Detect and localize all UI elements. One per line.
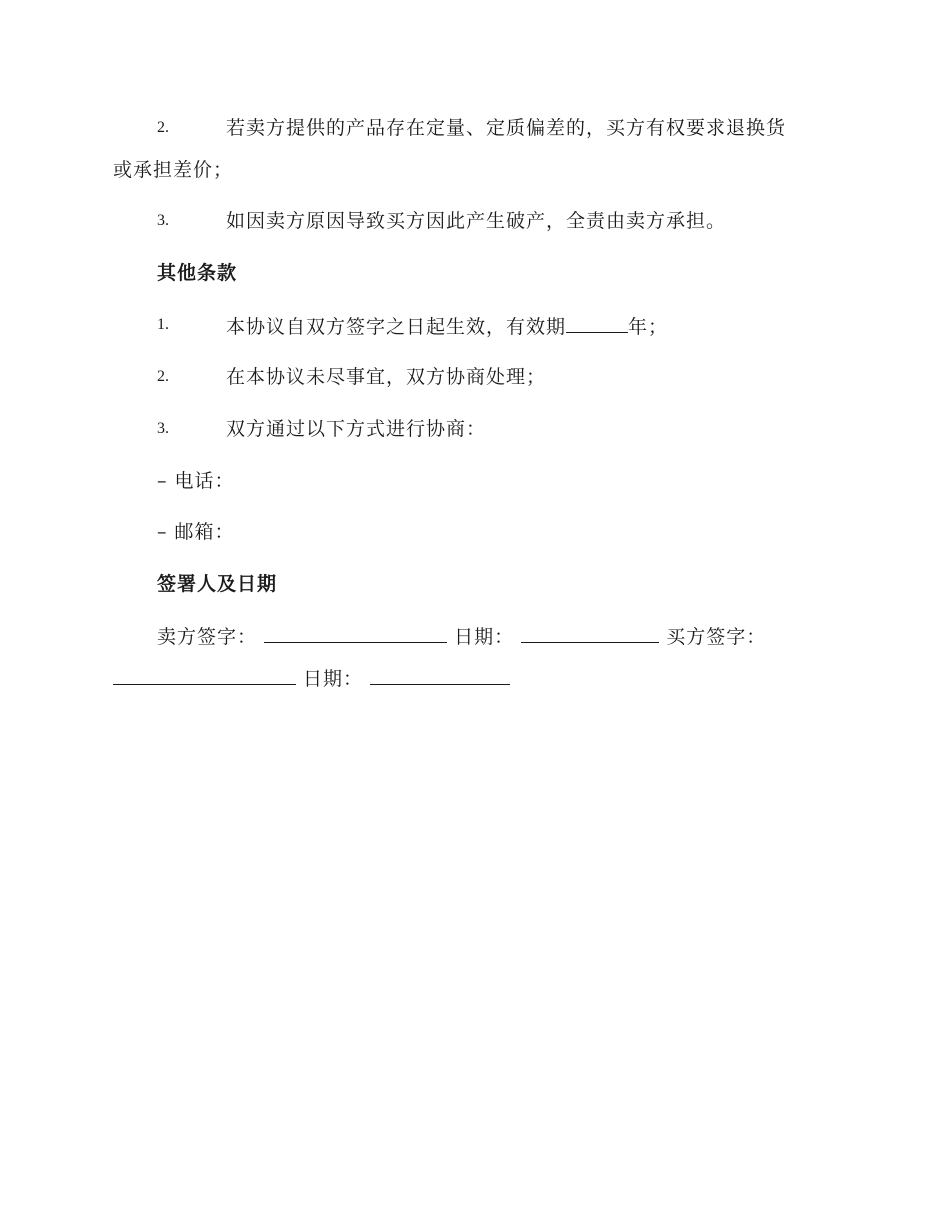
other-item-2-text: 在本协议未尽事宜，双方协商处理； bbox=[226, 366, 547, 388]
seller-signature-blank[interactable] bbox=[264, 622, 447, 643]
signatures-heading: 签署人及日期 bbox=[157, 573, 278, 595]
buyer-signature-label: 买方签字： bbox=[666, 626, 767, 648]
other-terms-heading: 其他条款 bbox=[157, 262, 238, 284]
signature-row-1 bbox=[157, 622, 766, 650]
buyer-date-blank[interactable] bbox=[370, 664, 510, 685]
other-item-3-text: 双方通过以下方式进行协商： bbox=[226, 418, 487, 440]
other-item-1-text-after: 年； bbox=[628, 316, 669, 338]
buyer-signature-blank[interactable] bbox=[113, 664, 296, 685]
other-item-1-text-before: 本协议自双方签字之日起生效，有效期 bbox=[226, 316, 567, 338]
validity-period-blank[interactable] bbox=[566, 312, 628, 333]
breach-item-3-number: 3. bbox=[157, 212, 169, 229]
contact-email-label: – 邮箱： bbox=[157, 521, 235, 543]
breach-item-3-text: 如因卖方原因导致买方因此产生破产，全责由卖方承担。 bbox=[226, 210, 727, 232]
breach-item-2-text-line2: 或承担差价； bbox=[113, 159, 234, 181]
other-item-1-number: 1. bbox=[157, 316, 169, 333]
seller-date-blank[interactable] bbox=[521, 622, 659, 643]
breach-item-2-text-line1: 若卖方提供的产品存在定量、定质偏差的，买方有权要求退换货 bbox=[226, 117, 787, 139]
signature-row-2 bbox=[113, 664, 510, 692]
buyer-date-label: 日期： bbox=[303, 668, 364, 690]
seller-date-label: 日期： bbox=[454, 626, 515, 648]
seller-signature-label: 卖方签字： bbox=[157, 626, 258, 648]
other-item-2-number: 2. bbox=[157, 368, 169, 385]
breach-item-2-number: 2. bbox=[157, 119, 169, 136]
other-item-3-number: 3. bbox=[157, 420, 169, 437]
contact-phone-label: – 电话： bbox=[157, 470, 235, 492]
other-item-1-text bbox=[226, 312, 668, 340]
